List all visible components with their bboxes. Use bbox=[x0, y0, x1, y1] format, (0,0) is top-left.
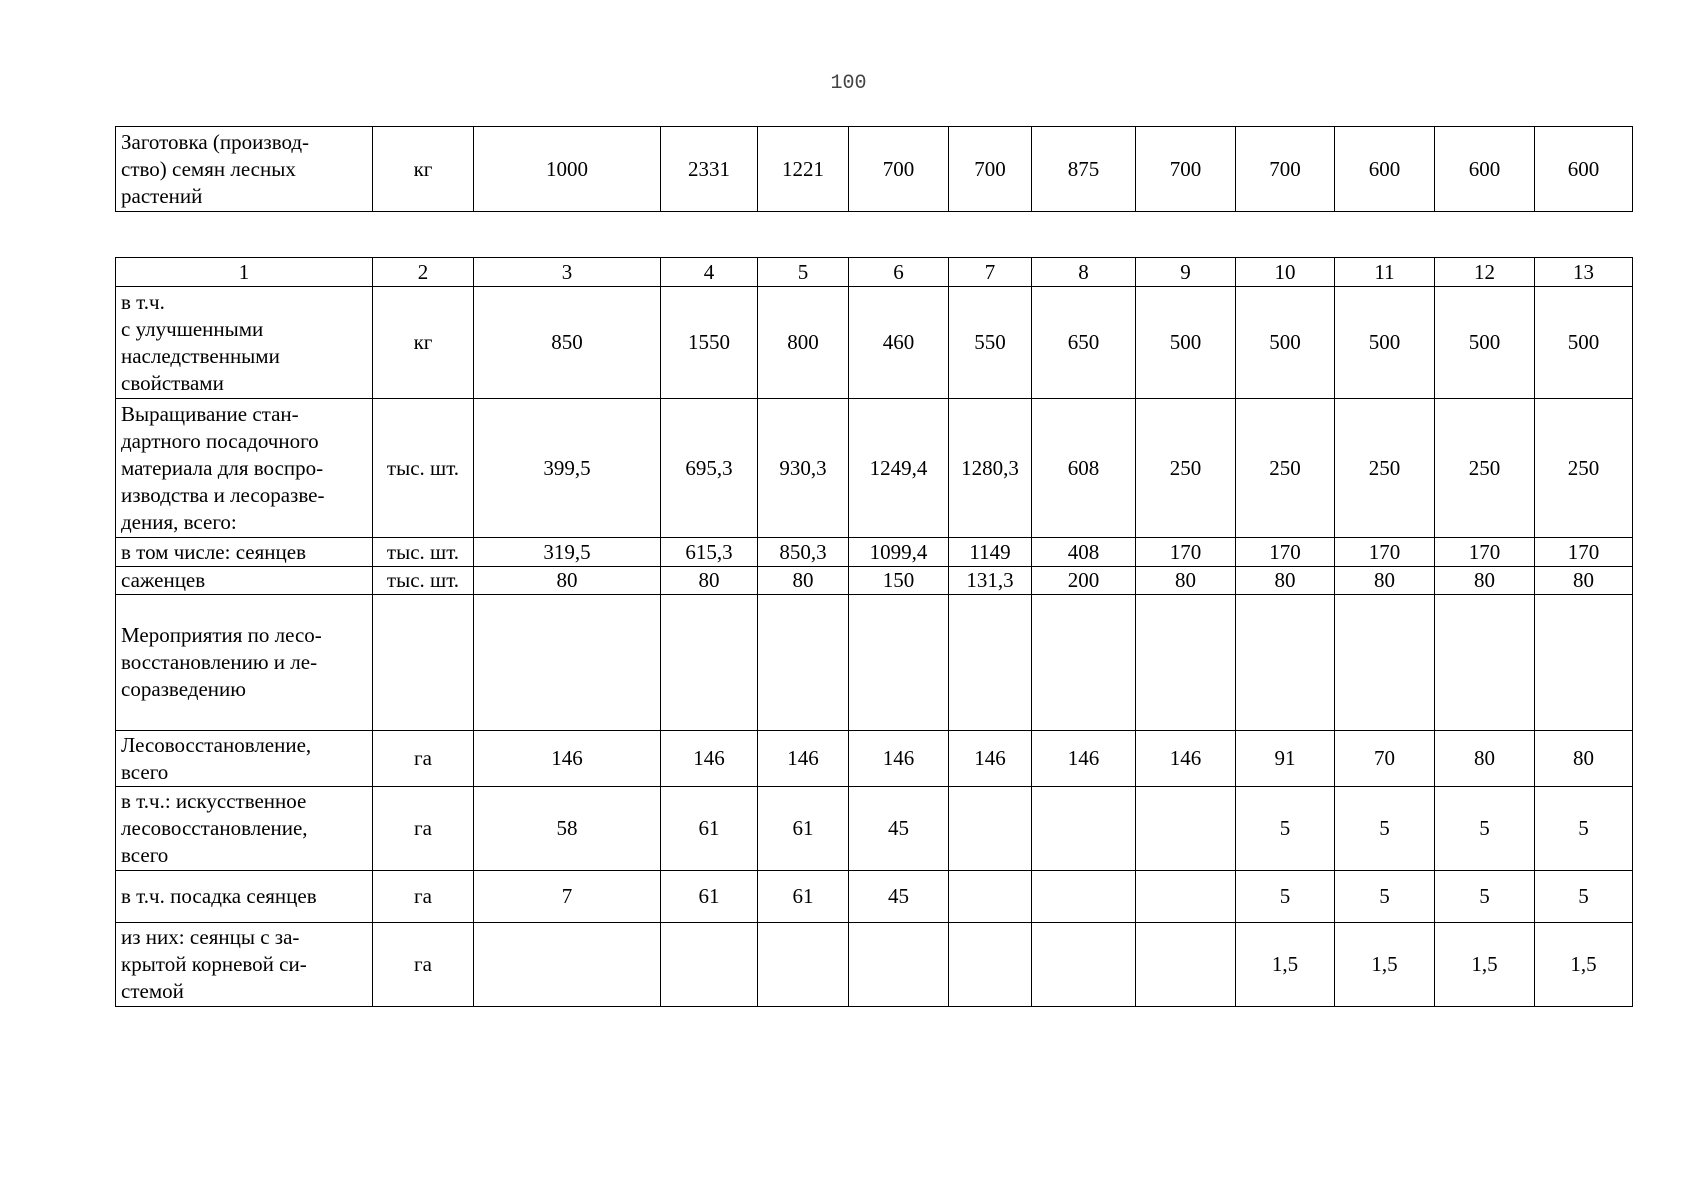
forest-activities-table bbox=[115, 257, 1633, 1007]
column-number: 2 bbox=[373, 258, 474, 287]
row-label-line: Заготовка (производ- bbox=[121, 129, 310, 154]
row-label-line: Мероприятия по лесо- bbox=[121, 623, 322, 647]
unit-cell: тыс. шт. bbox=[373, 538, 474, 567]
row-label bbox=[116, 399, 373, 538]
column-number: 10 bbox=[1236, 258, 1335, 287]
column-number: 8 bbox=[1032, 258, 1136, 287]
column-number: 4 bbox=[661, 258, 758, 287]
value-cell bbox=[849, 595, 949, 731]
column-number: 3 bbox=[474, 258, 661, 287]
value-cell: 80 bbox=[474, 567, 661, 595]
value-cell: 170 bbox=[1136, 538, 1236, 567]
value-cell: 1,5 bbox=[1435, 923, 1535, 1007]
value-cell: 146 bbox=[1032, 731, 1136, 787]
value-cell: 5 bbox=[1236, 871, 1335, 923]
unit-cell: га bbox=[373, 731, 474, 787]
row-label-line: всего bbox=[121, 759, 169, 784]
row-label-line: в т.ч. посадка сеянцев bbox=[121, 884, 317, 908]
value-cell: 80 bbox=[1236, 567, 1335, 595]
value-cell: 319,5 bbox=[474, 538, 661, 567]
column-number: 13 bbox=[1535, 258, 1633, 287]
row-label-line: стемой bbox=[121, 979, 184, 1003]
row-label-line: наследственными bbox=[121, 343, 280, 368]
value-cell: 5 bbox=[1535, 787, 1633, 871]
row-label-line: в т.ч.: искусственное bbox=[121, 789, 307, 813]
table-row bbox=[116, 538, 1633, 567]
value-cell: 700 bbox=[849, 127, 949, 212]
row-label-line: всего bbox=[121, 843, 169, 867]
value-cell bbox=[949, 787, 1032, 871]
value-cell: 146 bbox=[949, 731, 1032, 787]
value-cell: 1,5 bbox=[1535, 923, 1633, 1007]
value-cell: 7 bbox=[474, 871, 661, 923]
value-cell: 80 bbox=[1435, 731, 1535, 787]
value-cell: 80 bbox=[1535, 567, 1633, 595]
value-cell bbox=[1535, 595, 1633, 731]
value-cell: 700 bbox=[949, 127, 1032, 212]
row-label-line: крытой корневой си- bbox=[121, 952, 307, 976]
value-cell: 600 bbox=[1335, 127, 1435, 212]
column-number: 5 bbox=[758, 258, 849, 287]
unit-cell: га bbox=[373, 923, 474, 1007]
value-cell: 500 bbox=[1435, 287, 1535, 399]
row-label bbox=[116, 731, 373, 787]
value-cell: 80 bbox=[1335, 567, 1435, 595]
value-cell: 250 bbox=[1435, 399, 1535, 538]
value-cell: 600 bbox=[1535, 127, 1633, 212]
row-label-line: свойствами bbox=[121, 370, 224, 395]
value-cell: 80 bbox=[661, 567, 758, 595]
value-cell: 58 bbox=[474, 787, 661, 871]
value-cell: 550 bbox=[949, 287, 1032, 399]
value-cell bbox=[949, 923, 1032, 1007]
value-cell: 146 bbox=[1136, 731, 1236, 787]
column-number: 7 bbox=[949, 258, 1032, 287]
value-cell: 146 bbox=[661, 731, 758, 787]
value-cell bbox=[1032, 595, 1136, 731]
value-cell bbox=[661, 923, 758, 1007]
value-cell: 1,5 bbox=[1335, 923, 1435, 1007]
value-cell bbox=[661, 595, 758, 731]
value-cell: 200 bbox=[1032, 567, 1136, 595]
unit-cell bbox=[373, 595, 474, 731]
table-row bbox=[116, 399, 1633, 538]
row-label bbox=[116, 871, 373, 923]
value-cell: 408 bbox=[1032, 538, 1136, 567]
value-cell bbox=[758, 923, 849, 1007]
value-cell: 1149 bbox=[949, 538, 1032, 567]
value-cell bbox=[758, 595, 849, 731]
row-label-line: материала для воспро- bbox=[121, 455, 324, 480]
row-label bbox=[116, 287, 373, 399]
row-label bbox=[116, 923, 373, 1007]
value-cell: 170 bbox=[1435, 538, 1535, 567]
value-cell bbox=[1136, 595, 1236, 731]
row-label-line: в том числе: сеянцев bbox=[121, 539, 306, 564]
row-label-line: изводства и лесоразве- bbox=[121, 482, 325, 507]
value-cell bbox=[949, 871, 1032, 923]
value-cell bbox=[1032, 923, 1136, 1007]
table-row bbox=[116, 287, 1633, 399]
unit-cell: тыс. шт. bbox=[373, 399, 474, 538]
value-cell bbox=[1136, 923, 1236, 1007]
unit-cell: га bbox=[373, 787, 474, 871]
row-label bbox=[116, 787, 373, 871]
value-cell: 250 bbox=[1535, 399, 1633, 538]
value-cell: 615,3 bbox=[661, 538, 758, 567]
row-label bbox=[116, 127, 373, 212]
value-cell bbox=[474, 923, 661, 1007]
value-cell: 250 bbox=[1236, 399, 1335, 538]
value-cell: 930,3 bbox=[758, 399, 849, 538]
row-label-line: соразведению bbox=[121, 677, 246, 701]
value-cell: 146 bbox=[474, 731, 661, 787]
value-cell bbox=[1236, 595, 1335, 731]
value-cell: 1249,4 bbox=[849, 399, 949, 538]
unit-cell: тыс. шт. bbox=[373, 567, 474, 595]
value-cell: 5 bbox=[1335, 787, 1435, 871]
value-cell: 150 bbox=[849, 567, 949, 595]
value-cell: 80 bbox=[1535, 731, 1633, 787]
value-cell: 1,5 bbox=[1236, 923, 1335, 1007]
value-cell: 500 bbox=[1136, 287, 1236, 399]
value-cell: 61 bbox=[661, 871, 758, 923]
table-row bbox=[116, 567, 1633, 595]
row-label bbox=[116, 538, 373, 567]
row-label-line: ство) семян лесных bbox=[121, 156, 296, 181]
value-cell: 70 bbox=[1335, 731, 1435, 787]
table-row bbox=[116, 871, 1633, 923]
seed-harvest-table bbox=[115, 126, 1633, 212]
value-cell: 80 bbox=[758, 567, 849, 595]
table-row bbox=[116, 731, 1633, 787]
value-cell: 5 bbox=[1335, 871, 1435, 923]
value-cell bbox=[474, 595, 661, 731]
column-number: 9 bbox=[1136, 258, 1236, 287]
value-cell: 608 bbox=[1032, 399, 1136, 538]
row-label-line: Лесовосстановление, bbox=[121, 732, 312, 757]
page-number: 100 bbox=[830, 72, 867, 95]
table-row bbox=[116, 787, 1633, 871]
value-cell: 850 bbox=[474, 287, 661, 399]
value-cell: 146 bbox=[758, 731, 849, 787]
value-cell: 695,3 bbox=[661, 399, 758, 538]
value-cell: 170 bbox=[1535, 538, 1633, 567]
value-cell: 600 bbox=[1435, 127, 1535, 212]
value-cell: 91 bbox=[1236, 731, 1335, 787]
row-label bbox=[116, 595, 373, 731]
value-cell: 61 bbox=[758, 787, 849, 871]
table-row bbox=[116, 127, 1633, 212]
row-label-line: растений bbox=[121, 183, 203, 208]
value-cell: 500 bbox=[1335, 287, 1435, 399]
value-cell: 500 bbox=[1236, 287, 1335, 399]
value-cell: 5 bbox=[1435, 787, 1535, 871]
row-label bbox=[116, 567, 373, 595]
row-label-line: дения, всего: bbox=[121, 509, 237, 534]
value-cell bbox=[1335, 595, 1435, 731]
value-cell: 1221 bbox=[758, 127, 849, 212]
value-cell: 250 bbox=[1335, 399, 1435, 538]
value-cell bbox=[1136, 871, 1236, 923]
row-label-line: Выращивание стан- bbox=[121, 401, 299, 426]
value-cell: 700 bbox=[1136, 127, 1236, 212]
row-label-line: дартного посадочного bbox=[121, 428, 319, 453]
value-cell bbox=[849, 923, 949, 1007]
column-number-row bbox=[116, 258, 1633, 287]
table-row bbox=[116, 595, 1633, 731]
row-label-line: саженцев bbox=[121, 568, 206, 592]
value-cell: 460 bbox=[849, 287, 949, 399]
value-cell: 800 bbox=[758, 287, 849, 399]
value-cell: 170 bbox=[1236, 538, 1335, 567]
value-cell bbox=[1032, 787, 1136, 871]
value-cell bbox=[1032, 871, 1136, 923]
value-cell: 80 bbox=[1435, 567, 1535, 595]
value-cell: 1099,4 bbox=[849, 538, 949, 567]
unit-cell: га bbox=[373, 871, 474, 923]
value-cell: 875 bbox=[1032, 127, 1136, 212]
value-cell: 700 bbox=[1236, 127, 1335, 212]
value-cell: 650 bbox=[1032, 287, 1136, 399]
value-cell bbox=[1136, 787, 1236, 871]
value-cell: 1280,3 bbox=[949, 399, 1032, 538]
value-cell: 1000 bbox=[474, 127, 661, 212]
value-cell: 5 bbox=[1435, 871, 1535, 923]
value-cell: 5 bbox=[1236, 787, 1335, 871]
row-label-line: восстановлению и ле- bbox=[121, 650, 318, 674]
unit-cell: кг bbox=[373, 287, 474, 399]
value-cell: 250 bbox=[1136, 399, 1236, 538]
value-cell: 5 bbox=[1535, 871, 1633, 923]
value-cell: 399,5 bbox=[474, 399, 661, 538]
value-cell bbox=[949, 595, 1032, 731]
value-cell: 131,3 bbox=[949, 567, 1032, 595]
row-label-line: в т.ч. bbox=[121, 289, 165, 314]
column-number: 11 bbox=[1335, 258, 1435, 287]
value-cell: 45 bbox=[849, 787, 949, 871]
value-cell: 500 bbox=[1535, 287, 1633, 399]
table-row bbox=[116, 923, 1633, 1007]
value-cell: 61 bbox=[758, 871, 849, 923]
row-label-line: из них: сеянцы с за- bbox=[121, 925, 300, 949]
value-cell: 45 bbox=[849, 871, 949, 923]
value-cell: 170 bbox=[1335, 538, 1435, 567]
value-cell: 146 bbox=[849, 731, 949, 787]
value-cell bbox=[1435, 595, 1535, 731]
value-cell: 61 bbox=[661, 787, 758, 871]
value-cell: 80 bbox=[1136, 567, 1236, 595]
value-cell: 2331 bbox=[661, 127, 758, 212]
row-label-line: лесовосстановление, bbox=[121, 816, 308, 840]
column-number: 6 bbox=[849, 258, 949, 287]
unit-cell: кг bbox=[373, 127, 474, 212]
column-number: 12 bbox=[1435, 258, 1535, 287]
column-number: 1 bbox=[116, 258, 373, 287]
row-label-line: с улучшенными bbox=[121, 316, 264, 341]
value-cell: 1550 bbox=[661, 287, 758, 399]
value-cell: 850,3 bbox=[758, 538, 849, 567]
